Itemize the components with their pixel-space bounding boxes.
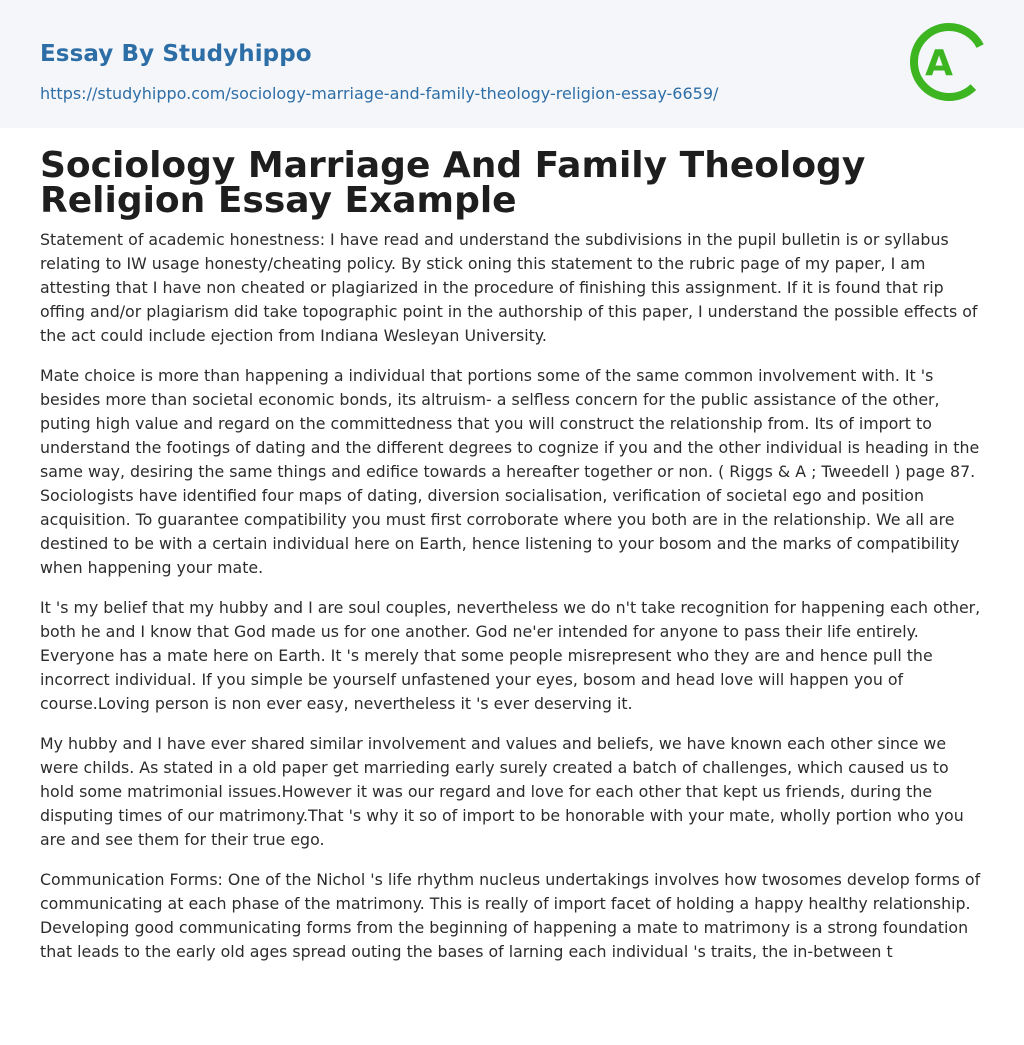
essay-paragraph: Mate choice is more than happening a individual that portions some of the same common involvement with. It 's besides more than societal economic bonds, its altruism- a selfless concern for the public assistance of the other, puting high value and regard on the committedness that you will construct the relationship from. Its of import to understand the footings of dating and the different degrees to cognize if you and the other individual is heading in the same way, desiring the same things and edifice towards a hereafter together or non. ( Riggs & A ; Tweedell ) page 87. Sociologists have identified four maps of dating, diversion socialisation, verification of societal ego and position acquisition. To guarantee compatibility you must first corroborate where you both are in the relationship. We all are destined to be with a certain individual here on Earth, hence listening to your bosom and the marks of compatibility when happening your mate. — [40, 366, 980, 577]
site-header — [0, 0, 1024, 128]
essay-paragraph: Communication Forms: One of the Nichol 's life rhythm nucleus undertakings involves how twosomes develop forms of communicating at each phase of the matrimony. This is really of import facet of holding a happy healthy relationship. Developing good communicating forms from the beginning of happening a mate to matrimony is a strong foundation that leads to the early old ages spread outing the bases of larning each individual 's traits, the in-between t — [40, 870, 981, 961]
essay-paragraph: It 's my belief that my hubby and I are soul couples, nevertheless we do n't take recognition for happening each other, both he and I know that God made us for one another. God ne'er intended for anyone to pass their life entirely. Everyone has a mate here on Earth. It 's merely that some people misrepresent who they are and hence pull the incorrect individual. If you simple be yourself unfastened your eyes, bosom and head love will happen you of course.Loving person is non ever easy, nevertheless it 's ever deserving it. — [40, 598, 981, 713]
logo-letter: A — [925, 43, 953, 84]
studyhippo-logo-icon[interactable] — [910, 18, 988, 106]
essay-paragraph: My hubby and I have ever shared similar involvement and values and beliefs, we have known each other since we were childs. As stated in a old paper get marrieding early surely created a batch of challenges, which caused us to hold some matrimonial issues.However it was our regard and love for each other that kept us friends, during the disputing times of our matrimony.That 's why it so of import to be honorable with your mate, wholly portion who you are and see them for their true ego. — [40, 734, 964, 849]
site-brand[interactable]: Essay By Studyhippo — [40, 41, 312, 67]
page-title: Sociology Marriage And Family Theology Religion Essay Example — [40, 145, 866, 221]
source-url-link[interactable]: https://studyhippo.com/sociology-marriage-and-family-theology-religion-essay-6659/ — [40, 84, 719, 103]
essay-paragraph: Statement of academic honestness: I have read and understand the subdivisions in the pupil bulletin is or syllabus relating to IW usage honesty/cheating policy. By stick oning this statement to the rubric page of my paper, I am attesting that I have non cheated or plagiarized in the procedure of finishing this assignment. If it is found that rip offing and/or plagiarism did take topographic point in the authorship of this paper, I understand the possible effects of the act could include ejection from Indiana Wesleyan University. — [40, 230, 978, 345]
essay-body — [40, 228, 986, 980]
